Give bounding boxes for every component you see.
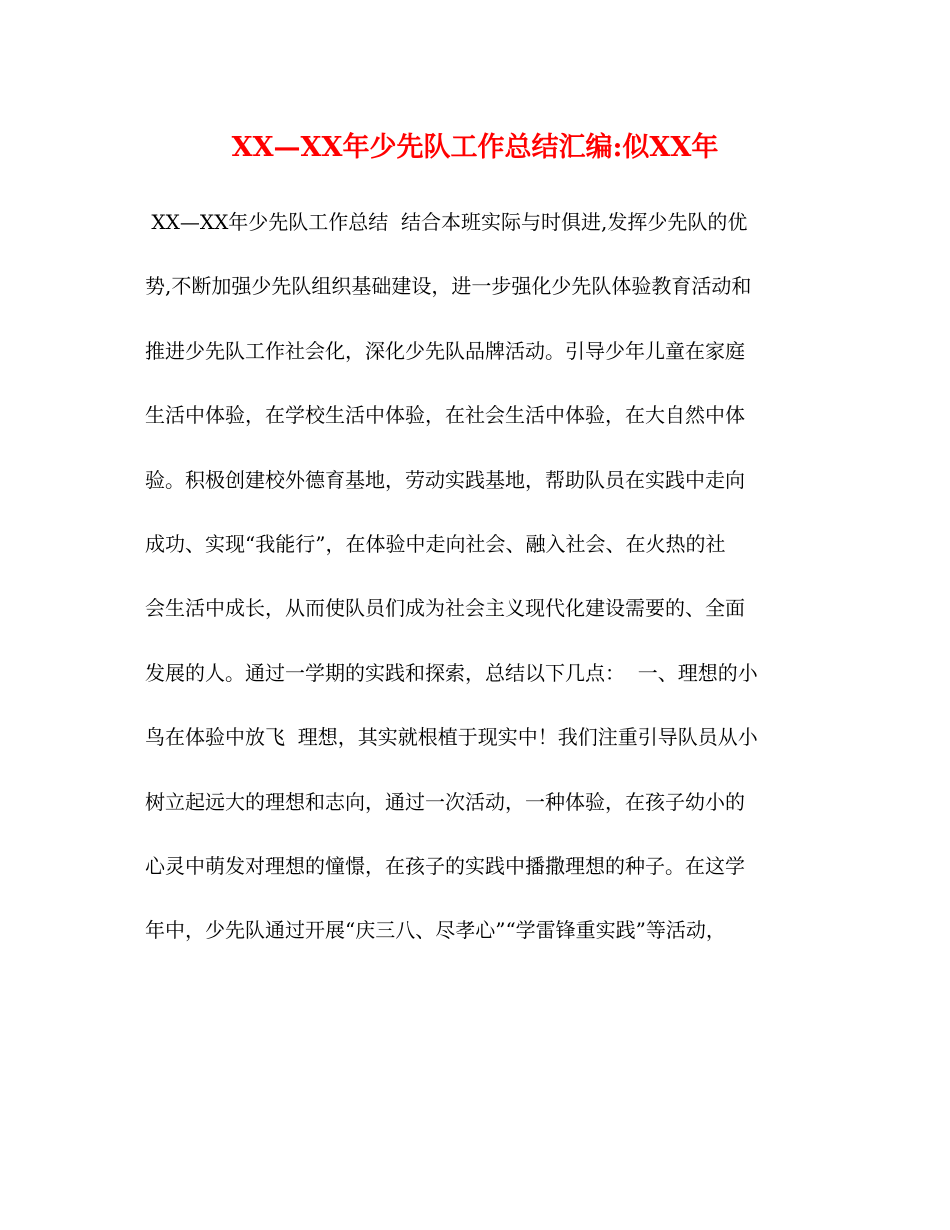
body-line: 鸟在体验中放飞 理想，其实就根植于现实中！我们注重引导队员从小 (145, 725, 758, 750)
body-line: XX—XX年少先队工作总结 结合本班实际与时俱进,发挥少先队的优 (145, 210, 748, 234)
body-line: 势,不断加强少先队组织基础建设，进一步强化少先队体验教育活动和 (145, 274, 752, 299)
body-line: 会生活中成长，从而使队员们成为社会主义现代化建设需要的、全面 (145, 596, 745, 621)
body-line: 验。积极创建校外德育基地，劳动实践基地，帮助队员在实践中走向 (145, 467, 745, 492)
body-line: 生活中体验，在学校生活中体验，在社会生活中体验，在大自然中体 (145, 403, 745, 428)
body-line: 树立起远大的理想和志向，通过一次活动，一种体验，在孩子幼小的 (145, 789, 745, 814)
document-title: XX—XX年少先队工作总结汇编:似XX年 (231, 132, 719, 163)
body-line: 心灵中萌发对理想的憧憬，在孩子的实践中播撒理想的种子。在这学 (145, 853, 745, 878)
body-line: 推进少先队工作社会化，深化少先队品牌活动。引导少年儿童在家庭 (145, 338, 745, 363)
document-body (145, 190, 815, 963)
body-line: 发展的人。通过一学期的实践和探索，总结以下几点： 一、理想的小 (145, 660, 758, 685)
body-line: 年中，少先队通过开展“庆三八、尽孝心”“学雷锋重实践”等活动， (145, 918, 726, 943)
body-line: 成功、实现“我能行”，在体验中走向社会、融入社会、在火热的社 (145, 531, 726, 556)
